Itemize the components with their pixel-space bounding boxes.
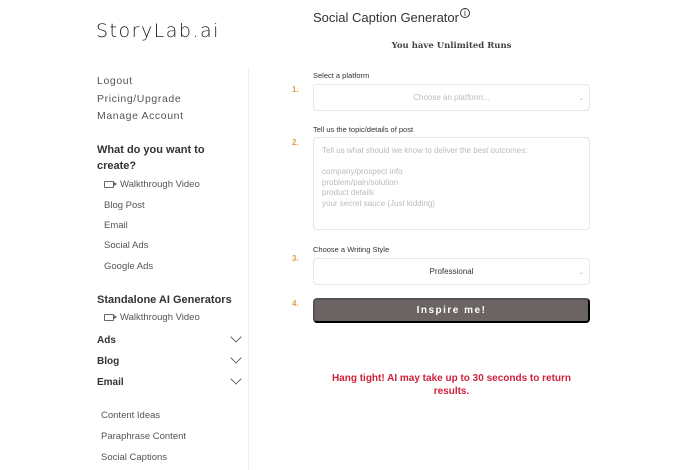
sidebar-item-social-ads[interactable]: Social Ads — [104, 240, 149, 251]
video-icon — [104, 314, 114, 321]
style-value: Professional — [429, 267, 474, 276]
sidebar-item-content-ideas[interactable]: Content Ideas — [101, 410, 161, 421]
chevron-down-icon: ⌄ — [578, 96, 584, 102]
accordion-blog[interactable] — [97, 356, 243, 367]
wait-message: Hang tight! AI may take up to 30 seconds to return results. — [331, 373, 572, 397]
pricing-link[interactable]: Pricing/Upgrade — [97, 93, 182, 105]
runs-status: You have Unlimited Runs — [391, 41, 512, 51]
accordion-label: Ads — [97, 335, 116, 346]
accordion-label: Email — [97, 377, 124, 388]
platform-label: Select a platform — [313, 71, 370, 80]
sidebar-divider — [248, 68, 249, 470]
info-icon[interactable]: i — [460, 8, 470, 18]
platform-select[interactable] — [313, 84, 590, 111]
standalone-heading: Standalone AI Generators — [97, 294, 232, 306]
create-walkthrough-video[interactable] — [104, 179, 200, 190]
step-number: 3. — [292, 254, 299, 263]
sidebar-item-google-ads[interactable]: Google Ads — [104, 261, 154, 272]
logo[interactable]: StoryLab.ai — [96, 20, 220, 42]
page-title — [313, 8, 470, 25]
step-number: 4. — [292, 299, 299, 308]
create-heading: What do you want to create? — [97, 144, 205, 172]
accordion-label: Blog — [97, 356, 120, 367]
title-text: Social Caption Generator — [313, 10, 459, 25]
style-label: Choose a Writing Style — [313, 245, 390, 254]
platform-placeholder: Choose an platform... — [413, 93, 490, 102]
logout-link[interactable]: Logout — [97, 75, 133, 87]
standalone-walkthrough-video[interactable] — [104, 312, 200, 323]
sidebar-item-social-captions[interactable]: Social Captions — [101, 452, 168, 463]
chevron-down-icon: ⌄ — [578, 270, 584, 276]
inspire-button[interactable]: Inspire me! — [313, 298, 590, 323]
writing-style-select[interactable] — [313, 258, 590, 285]
video-icon — [104, 181, 114, 188]
accordion-ads[interactable] — [97, 335, 243, 346]
chevron-down-icon — [230, 331, 241, 342]
chevron-down-icon — [230, 373, 241, 384]
step-number: 2. — [292, 138, 299, 147]
sidebar-item-blog-post[interactable]: Blog Post — [104, 200, 145, 211]
walkthrough-label: Walkthrough Video — [120, 179, 200, 190]
step-number: 1. — [292, 85, 299, 94]
topic-textarea[interactable]: Tell us what should we know to deliver the best outcomes: company/prospect info problem/pain/solution product details your secret sauce (Just kidding) — [313, 137, 590, 230]
walkthrough-label: Walkthrough Video — [120, 312, 200, 323]
accordion-email[interactable] — [97, 377, 243, 388]
chevron-down-icon — [230, 352, 241, 363]
manage-account-link[interactable]: Manage Account — [97, 110, 184, 122]
topic-label: Tell us the topic/details of post — [313, 125, 414, 134]
sidebar-item-paraphrase-content[interactable]: Paraphrase Content — [101, 431, 187, 442]
sidebar-item-email[interactable]: Email — [104, 220, 128, 231]
